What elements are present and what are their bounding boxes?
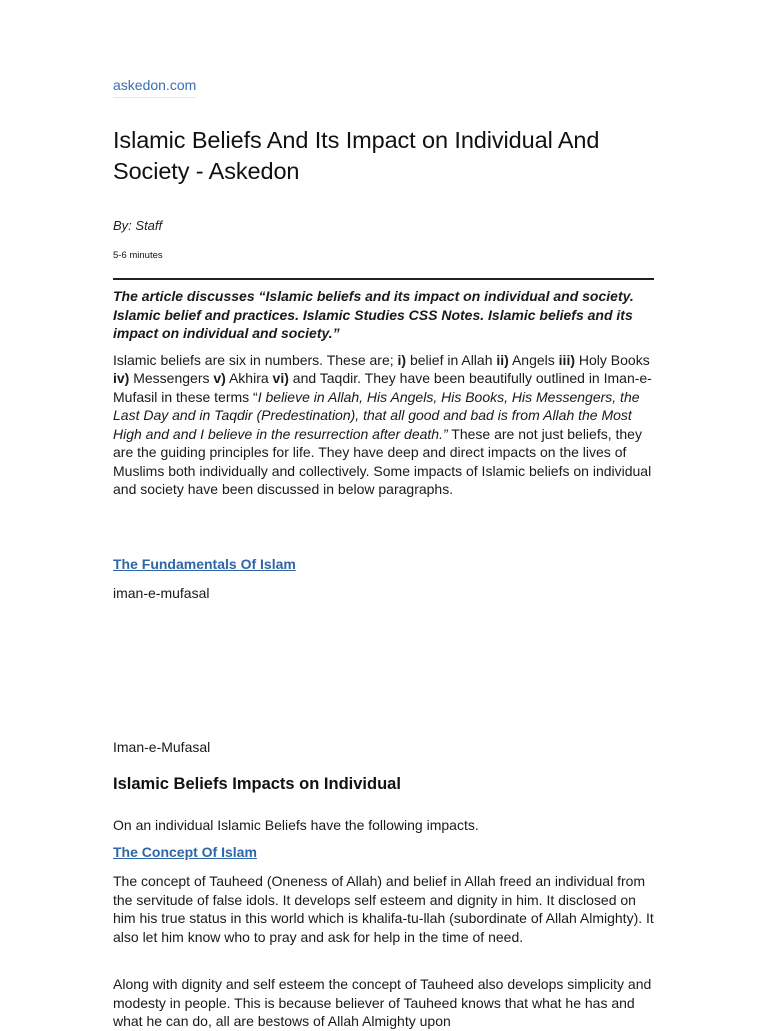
list-marker: iv)	[113, 370, 130, 386]
list-marker: ii)	[496, 351, 509, 368]
list-marker: vi)	[272, 370, 289, 386]
article-summary: The article discusses “Islamic beliefs and its impact on individual and society. Islamic belief and practices. Islamic Studies CSS Notes. Islamic beliefs and its impact on individual and society.”	[113, 288, 634, 341]
header-divider	[113, 278, 654, 280]
text-run: Messengers	[129, 370, 214, 386]
beliefs-paragraph	[113, 351, 654, 499]
text-run: belief in Allah	[406, 351, 497, 368]
image-caption: Iman-e-Mufasal	[113, 739, 211, 755]
source-site-link[interactable]: askedon.com	[113, 77, 196, 98]
iman-quote: I believe in Allah, His Angels, His Books, His Messengers, the Last Day and in Taqdir (Predestination), that all good and bad is from Allah the Most High and and I believe in the resurrection after death.”	[113, 388, 640, 442]
tauheed-paragraph: The concept of Tauheed (Oneness of Allah) and belief in Allah freed an individual from the servitude of false idols. It develops self esteem and dignity in him. It disclosed on him his true status in this world which is khalifa-tu-llah (subordinate of Allah Almighty). It also let him know who to pray and ask for help in the time of need.	[113, 873, 654, 945]
article-byline: By: Staff	[113, 218, 163, 233]
article-title: Islamic Beliefs And Its Impact on Individual And Society - Askedon	[113, 127, 600, 184]
reading-time: 5-6 minutes	[113, 250, 163, 261]
text-run: Islamic beliefs are six in numbers. These are;	[113, 351, 398, 368]
article-body	[113, 287, 654, 499]
text-run: Angels	[508, 351, 559, 368]
text-run: and Taqdir. They have been beautifully outlined in Iman-e-Mufasil in these terms “	[113, 370, 652, 405]
concept-of-islam-link[interactable]: The Concept Of Islam	[113, 844, 257, 860]
text-run: Holy Books	[575, 351, 650, 368]
list-marker: iii)	[558, 351, 576, 368]
individual-intro: On an individual Islamic Beliefs have the following impacts.	[113, 817, 479, 833]
text-run: Akhira	[225, 370, 273, 386]
list-marker: i)	[397, 351, 407, 368]
section-heading-individual: Islamic Beliefs Impacts on Individual	[113, 775, 401, 793]
list-marker: v)	[213, 370, 226, 386]
dignity-paragraph: Along with dignity and self esteem the concept of Tauheed also develops simplicity and modesty in people. This is because believer of Tauheed knows that what he has and what he can do, all are bestows of Allah Almighty upon	[113, 976, 652, 1029]
text-run: These are not just beliefs, they are the guiding principles for life. They have deep and direct impacts on the lives of Muslims both individually and collectively. Some impacts of Islamic beliefs on individual and society have been discussed in below paragraphs.	[113, 425, 652, 497]
fundamentals-of-islam-link[interactable]: The Fundamentals Of Islam	[113, 556, 296, 572]
image-alt-text: iman-e-mufasal	[113, 585, 210, 601]
